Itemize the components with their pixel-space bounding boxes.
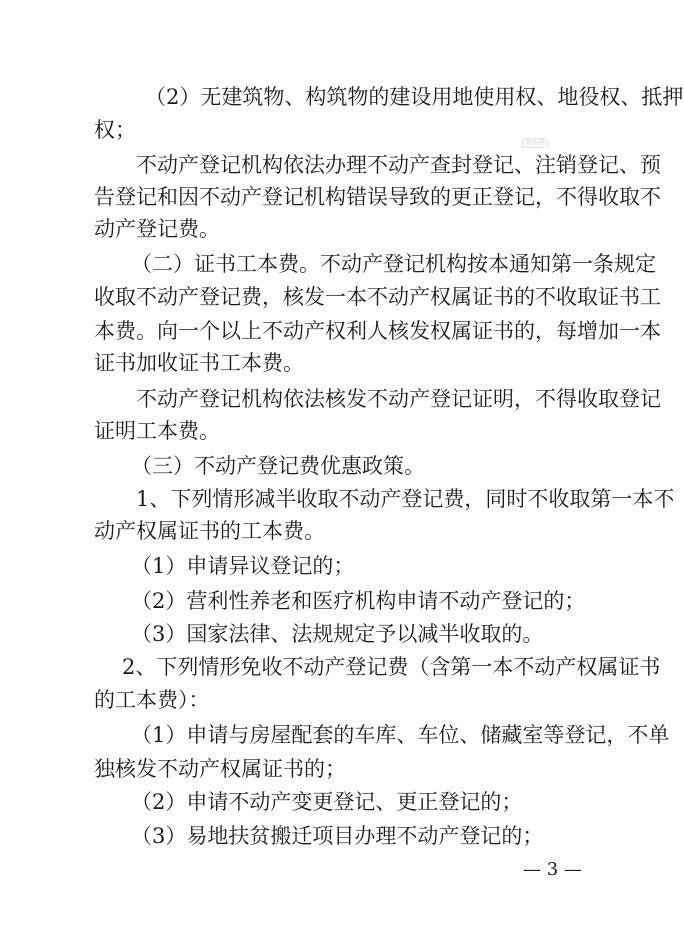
text-line-4: 告登记和因不动产登记机构错误导致的更正登记，不得收取不	[94, 185, 661, 209]
text-line-18: 2、下列情形免收不动产登记费（含第一本不动产权属证书	[122, 655, 661, 679]
text-line-14: 动产权属证书的工本费。	[94, 519, 325, 543]
text-line-12: （三）不动产登记费优惠政策。	[131, 454, 425, 478]
text-line-5: 动产登记费。	[94, 217, 220, 241]
text-line-20: （1）申请与房屋配套的车库、车位、储藏室等登记，不单	[131, 723, 670, 747]
text-line-13: 1、下列情形减半收取不动产登记费，同时不收取第一本不	[136, 487, 675, 511]
text-line-2: 权；	[94, 118, 136, 142]
text-line-10: 不动产登记机构依法核发不动产登记证明，不得收取登记	[136, 387, 661, 411]
text-line-16: （2）营利性养老和医疗机构申请不动产登记的；	[131, 589, 586, 613]
watermark: 易车网	[522, 138, 548, 148]
text-line-9: 证书加收证书工本费。	[94, 351, 304, 375]
page-number: — 3 —	[523, 859, 582, 880]
text-line-23: （3）易地扶贫搬迁项目办理不动产登记的；	[131, 824, 544, 848]
text-line-19: 的工本费）：	[94, 688, 210, 712]
text-line-11: 证明工本费。	[94, 419, 220, 443]
text-line-17: （3）国家法律、法规规定予以减半收取的。	[131, 622, 544, 646]
text-line-21: 独核发不动产权属证书的；	[94, 757, 346, 781]
text-line-22: （2）申请不动产变更登记、更正登记的；	[131, 790, 523, 814]
text-line-3: 不动产登记机构依法办理不动产查封登记、注销登记、预	[136, 153, 661, 177]
text-line-15: （1）申请异议登记的；	[131, 554, 355, 578]
text-line-8: 本费。向一个以上不动产权利人核发权属证书的，每增加一本	[94, 319, 661, 343]
text-line-6: （二）证书工本费。不动产登记机构按本通知第一条规定	[131, 252, 656, 276]
text-line-1: （2）无建筑物、构筑物的建设用地使用权、地役权、抵押	[145, 85, 684, 109]
text-line-7: 收取不动产登记费，核发一本不动产权属证书的不收取证书工	[94, 285, 661, 309]
